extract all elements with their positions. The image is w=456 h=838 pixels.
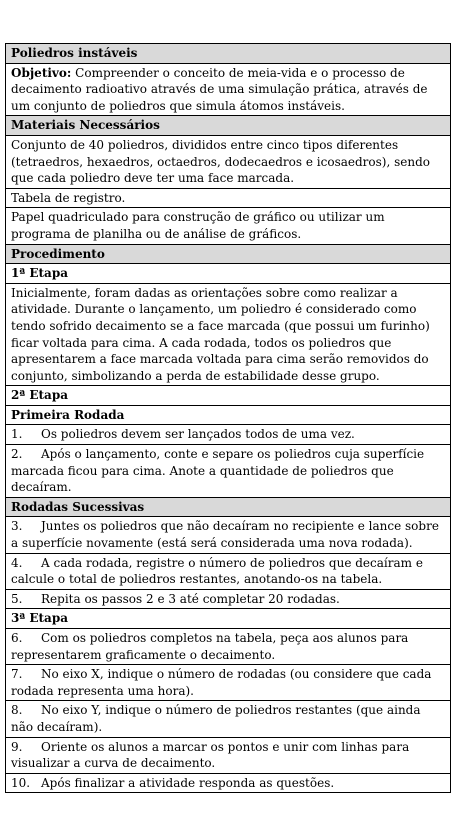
step-row (6, 445, 451, 498)
material-item: Tabela de registro. (6, 188, 451, 208)
step-text: Oriente os alunos a marcar os pontos e unir com linhas para visualizar a curva de decaimento. (11, 739, 410, 771)
stage1-heading: 1ª Etapa (6, 264, 451, 284)
step-text: Com os poliedros completos na tabela, peça aos alunos para representarem graficamente o decaimento. (11, 631, 409, 662)
material-item: Papel quadriculado para construção de gráfico ou utilizar um programa de planilha ou de análise de gráficos. (6, 208, 451, 244)
step-text: A cada rodada, registre o número de poliedros que decaíram e calcule o total de poliedros restantes, anotando-os na tabela. (11, 555, 423, 587)
step-number: 3. (11, 519, 23, 534)
objective-text: Compreender o conceito de meia-vida e o processo de decaimento radioativo através de uma simulação prática, através de um conjunto de poliedros que simula átomos instáveis. (11, 65, 428, 113)
step-row (6, 425, 451, 445)
objective-cell (6, 63, 451, 116)
step-text: No eixo X, indique o número de rodadas (ou considere que cada rodada representa uma hora). (11, 667, 432, 698)
step-text: Após o lançamento, conte e separe os poliedros cuja superfície marcada ficou para cima. Anote a quantidade de poliedros que decaíram. (11, 447, 425, 495)
step-text: Os poliedros devem ser lançados todos de uma vez. (41, 427, 355, 442)
step-row (6, 517, 451, 553)
step-row (6, 737, 451, 773)
stage1-text: Inicialmente, foram dadas as orientações sobre como realizar a atividade. Durante o lançamento, um poliedro é considerado como tendo sofrido decaimento se a face marcada (que possui um furinho) ficar voltada para cima. A cada rodada, todos os poliedros que apresentarem a face marcada voltada para cima serão removidos do conjunto, simbolizando a perda de estabilidade desse grupo. (6, 283, 451, 386)
step-text: Juntes os poliedros que não decaíram no recipiente e lance sobre a superfície novamente (está será considerada uma nova rodada). (11, 519, 439, 551)
activity-table (5, 43, 451, 793)
step-text: Repita os passos 2 e 3 até completar 20 rodadas. (41, 591, 340, 606)
activity-title: Poliedros instáveis (6, 44, 451, 64)
first-round-heading: Primeira Rodada (6, 405, 451, 425)
objective-label: Objetivo: (11, 65, 72, 80)
step-row (6, 665, 451, 701)
step-row (6, 589, 451, 609)
materials-heading: Materiais Necessários (6, 116, 451, 136)
step-row (6, 701, 451, 737)
successive-rounds-heading: Rodadas Sucessivas (6, 497, 451, 517)
procedure-heading: Procedimento (6, 244, 451, 264)
step-number: 7. (11, 667, 23, 682)
step-number: 2. (11, 447, 23, 462)
step-row (6, 629, 451, 665)
step-text: Após finalizar a atividade responda as questões. (41, 775, 335, 790)
step-row (6, 553, 451, 589)
step-number: 5. (11, 591, 23, 606)
stage3-heading: 3ª Etapa (6, 609, 451, 629)
step-number: 6. (11, 631, 23, 645)
step-number: 10. (11, 775, 31, 790)
step-row (6, 773, 451, 793)
step-text: No eixo Y, indique o número de poliedros restantes (que ainda não decaíram). (11, 703, 421, 734)
material-item: Conjunto de 40 poliedros, divididos entre cinco tipos diferentes (tetraedros, hexaedros, octaedros, dodecaedros e icosaedros), sendo que cada poliedro deve ter uma face marcada. (6, 135, 451, 188)
step-number: 4. (11, 555, 23, 570)
step-number: 1. (11, 427, 23, 442)
stage2-heading: 2ª Etapa (6, 386, 451, 406)
step-number: 9. (11, 739, 23, 754)
step-number: 8. (11, 703, 23, 718)
